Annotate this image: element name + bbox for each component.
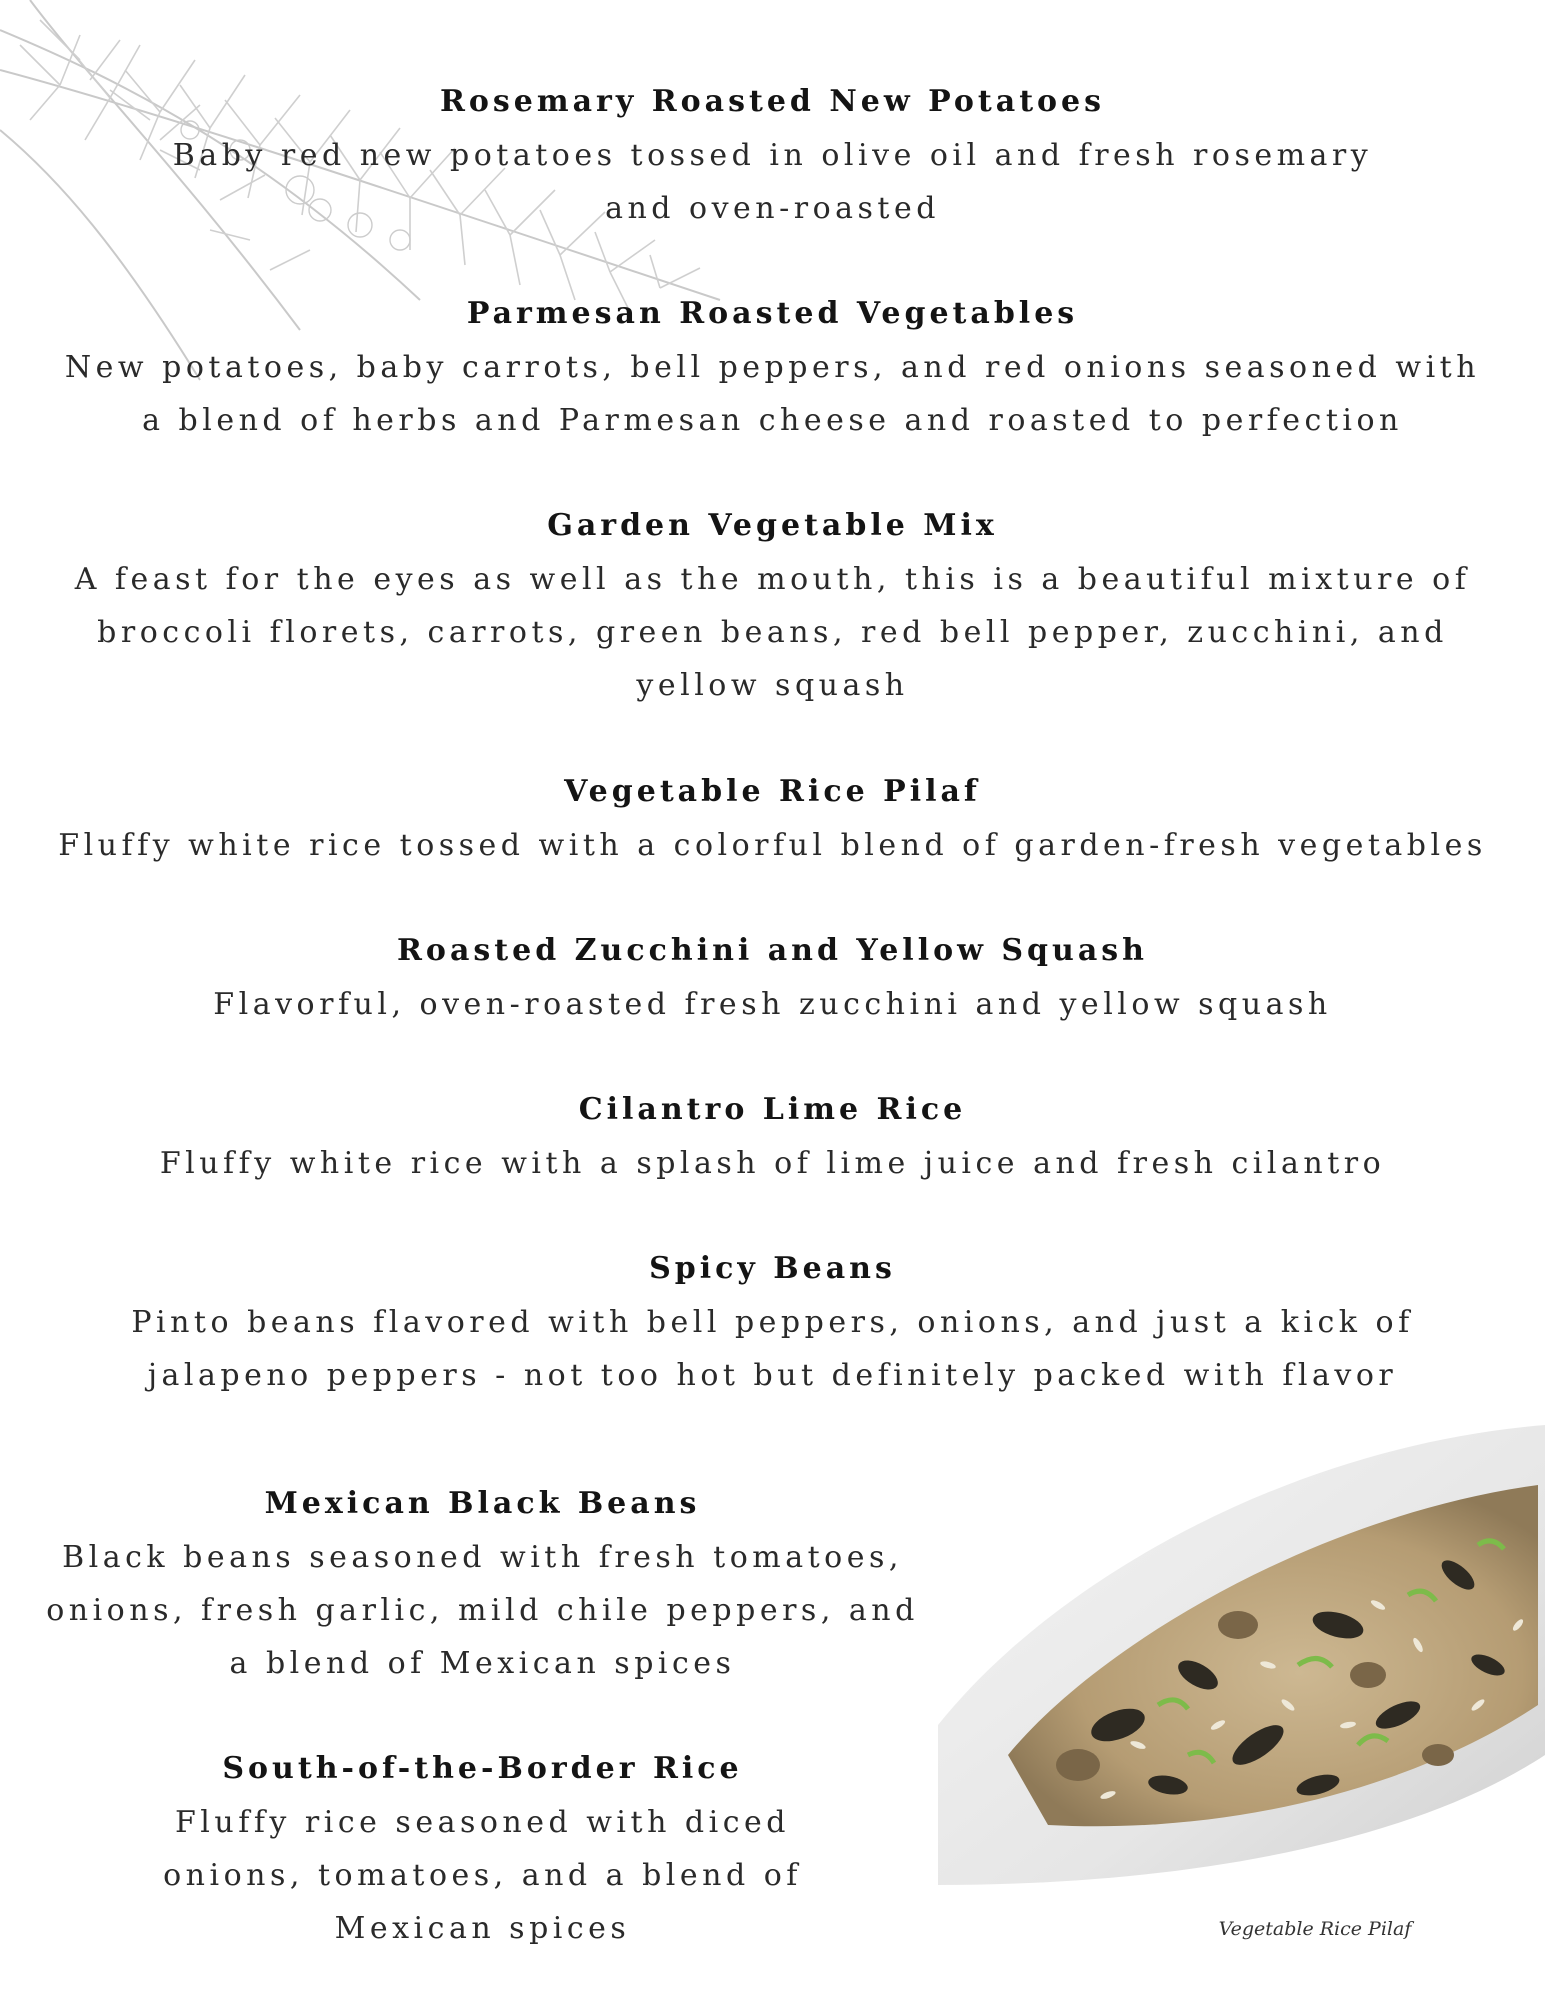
- dish-description: Baby red new potatoes tossed in olive oil and fresh rosemary and oven-roasted: [172, 138, 1373, 226]
- menu-item: [50, 1083, 1495, 1190]
- menu-item: [30, 1477, 935, 1690]
- menu-item: [50, 499, 1495, 712]
- dish-description: Flavorful, oven-roasted fresh zucchini and yellow squash: [213, 987, 1332, 1022]
- dish-description: Black beans seasoned with fresh tomatoes, onions, fresh garlic, mild chile peppers, and a blend of Mexican spices: [46, 1540, 919, 1681]
- dish-name: Mexican Black Beans: [264, 1486, 701, 1521]
- dish-name: Cilantro Lime Rice: [578, 1092, 967, 1127]
- menu-item: [50, 1242, 1495, 1402]
- dish-name: Garden Vegetable Mix: [547, 508, 998, 543]
- dish-description: Pinto beans flavored with bell peppers, onions, and just a kick of jalapeno peppers - not too hot but definitely packed with flavor: [131, 1305, 1414, 1393]
- dish-description: Fluffy rice seasoned with diced onions, tomatoes, and a blend of Mexican spices: [163, 1805, 802, 1946]
- menu-item: [50, 75, 1495, 235]
- dish-name: Spicy Beans: [649, 1251, 896, 1286]
- dish-name: Rosemary Roasted New Potatoes: [439, 84, 1106, 119]
- menu-item: [30, 1742, 935, 1955]
- dish-name: Parmesan Roasted Vegetables: [466, 296, 1079, 331]
- menu-item: [50, 924, 1495, 1031]
- dish-description: New potatoes, baby carrots, bell peppers, and red onions seasoned with a blend of herbs and Parmesan cheese and roasted to perfection: [64, 350, 1481, 438]
- dish-name: Vegetable Rice Pilaf: [564, 774, 981, 809]
- dish-name: South-of-the-Border Rice: [222, 1751, 743, 1786]
- dish-description: Fluffy white rice tossed with a colorful blend of garden-fresh vegetables: [58, 828, 1487, 863]
- dish-name: Roasted Zucchini and Yellow Squash: [397, 933, 1148, 968]
- photo-caption: Vegetable Rice Pilaf: [1218, 1918, 1412, 1940]
- rice-pilaf-photo: [938, 1425, 1545, 1885]
- menu-item: [50, 765, 1495, 872]
- dish-description: Fluffy white rice with a splash of lime juice and fresh cilantro: [159, 1146, 1386, 1181]
- dish-description: A feast for the eyes as well as the mouth, this is a beautiful mixture of broccoli florets, carrots, green beans, red bell pepper, zucchini, and yellow squash: [74, 562, 1471, 703]
- menu-item: [50, 287, 1495, 447]
